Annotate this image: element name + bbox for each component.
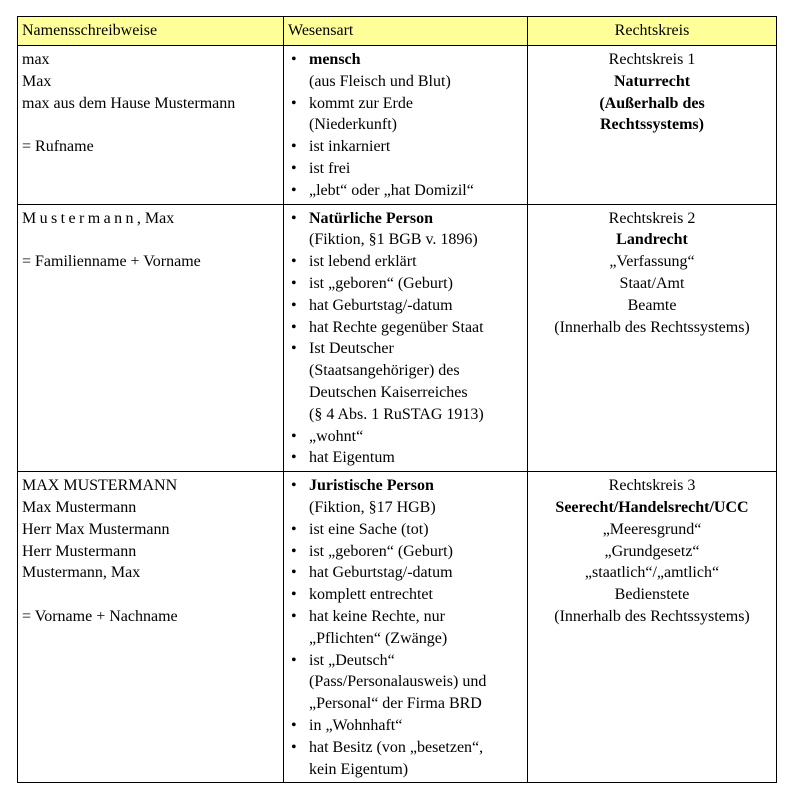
kreis-title: Rechtskreis 3 xyxy=(608,477,696,495)
name-variant: MAX MUSTERMANN xyxy=(22,477,178,495)
list-item: • hat Rechte gegenüber Staat xyxy=(288,317,523,339)
name-type: = Vorname + Nachname xyxy=(22,607,178,625)
name-cell xyxy=(18,46,284,205)
list-item: • ist „Deutsch“ (Pass/Personalausweis) und „Personal“ der Firma BRD xyxy=(288,650,523,715)
name-variant: max xyxy=(22,51,50,68)
name-variant: Mustermann, Max xyxy=(22,564,141,582)
name-cell xyxy=(18,472,284,783)
kreis-detail: Bedienstete xyxy=(614,586,690,604)
list-item: • hat keine Rechte, nur „Pflichten“ (Zwänge) xyxy=(288,606,523,650)
list-item: • Ist Deutscher (Staatsangehöriger) des Deutschen Kaiserreiches (§ 4 Abs. 1 RuSTAG 1913) xyxy=(288,338,523,425)
table-row xyxy=(18,204,777,472)
name-variant: Max xyxy=(22,72,52,90)
name-variant: Max Mustermann xyxy=(22,498,137,516)
kreis-detail: Beamte xyxy=(627,296,677,314)
kreis-title: Rechtskreis 1 xyxy=(608,51,696,68)
table-row xyxy=(18,46,777,205)
name-type: = Rufname xyxy=(22,138,94,156)
list-item: • ist „geboren“ (Geburt) xyxy=(288,541,523,563)
list-item: • hat Eigentum xyxy=(288,447,523,469)
list-item: • ist „geboren“ (Geburt) xyxy=(288,273,523,295)
list-item: • Natürliche Person (Fiktion, §1 BGB v. 1896) xyxy=(288,208,523,252)
kreis-detail: (Innerhalb des Rechtssystems) xyxy=(554,318,750,336)
list-item: • ist inkarniert xyxy=(288,136,523,158)
list-item: • hat Geburtstag/-datum xyxy=(288,295,523,317)
header-row xyxy=(18,17,777,46)
list-item: • kommt zur Erde (Niederkunft) xyxy=(288,93,523,137)
kreis-detail: „Grundgesetz“ xyxy=(604,542,700,560)
list-item: • ist eine Sache (tot) xyxy=(288,519,523,541)
table-row xyxy=(18,472,777,783)
rechtskreis-cell xyxy=(528,46,777,205)
wesensart-cell xyxy=(284,472,528,783)
list-item: • hat Geburtstag/-datum xyxy=(288,562,523,584)
header-namensschreibweise: Namensschreibweise xyxy=(18,17,284,46)
name-type: = Familienname + Vorname xyxy=(22,253,201,271)
rechtskreis-table xyxy=(17,16,777,783)
name-variant: max aus dem Hause Mustermann xyxy=(22,94,236,112)
kreis-title: Rechtskreis 2 xyxy=(608,209,696,227)
kreis-detail: (Außerhalb des xyxy=(599,94,705,112)
kreis-detail: (Innerhalb des Rechtssystems) xyxy=(554,607,750,625)
rechtskreis-cell xyxy=(528,472,777,783)
header-rechtskreis: Rechtskreis xyxy=(528,17,777,46)
list-item: • „wohnt“ xyxy=(288,426,523,448)
wesensart-cell xyxy=(284,46,528,205)
kreis-detail: Rechtssystems) xyxy=(600,116,704,134)
list-item: • Juristische Person (Fiktion, §17 HGB) xyxy=(288,475,523,519)
list-item: • ist lebend erklärt xyxy=(288,251,523,273)
kreis-name: Landrecht xyxy=(616,231,688,249)
name-variant: Herr Max Mustermann xyxy=(22,520,170,538)
kreis-name: Naturrecht xyxy=(613,72,691,90)
list-item: • hat Besitz (von „besetzen“, kein Eigentum) xyxy=(288,737,523,781)
name-cell xyxy=(18,204,284,472)
kreis-detail: „Verfassung“ xyxy=(609,253,695,271)
list-item: • mensch (aus Fleisch und Blut) xyxy=(288,49,523,93)
kreis-detail: „staatlich“/„amtlich“ xyxy=(584,564,720,582)
list-item: • „lebt“ oder „hat Domizil“ xyxy=(288,180,523,202)
kreis-detail: „Meeresgrund“ xyxy=(602,520,702,538)
kreis-name: Seerecht/Handelsrecht/UCC xyxy=(555,498,749,516)
name-variant: Herr Mustermann xyxy=(22,542,137,560)
rechtskreis-cell xyxy=(528,204,777,472)
name-variant: Mustermann, Max xyxy=(22,209,175,227)
list-item: • in „Wohnhaft“ xyxy=(288,715,523,737)
list-item: • komplett entrechtet xyxy=(288,584,523,606)
wesensart-cell xyxy=(284,204,528,472)
header-wesensart: Wesensart xyxy=(284,17,528,46)
kreis-detail: Staat/Amt xyxy=(619,274,685,292)
list-item: • ist frei xyxy=(288,158,523,180)
